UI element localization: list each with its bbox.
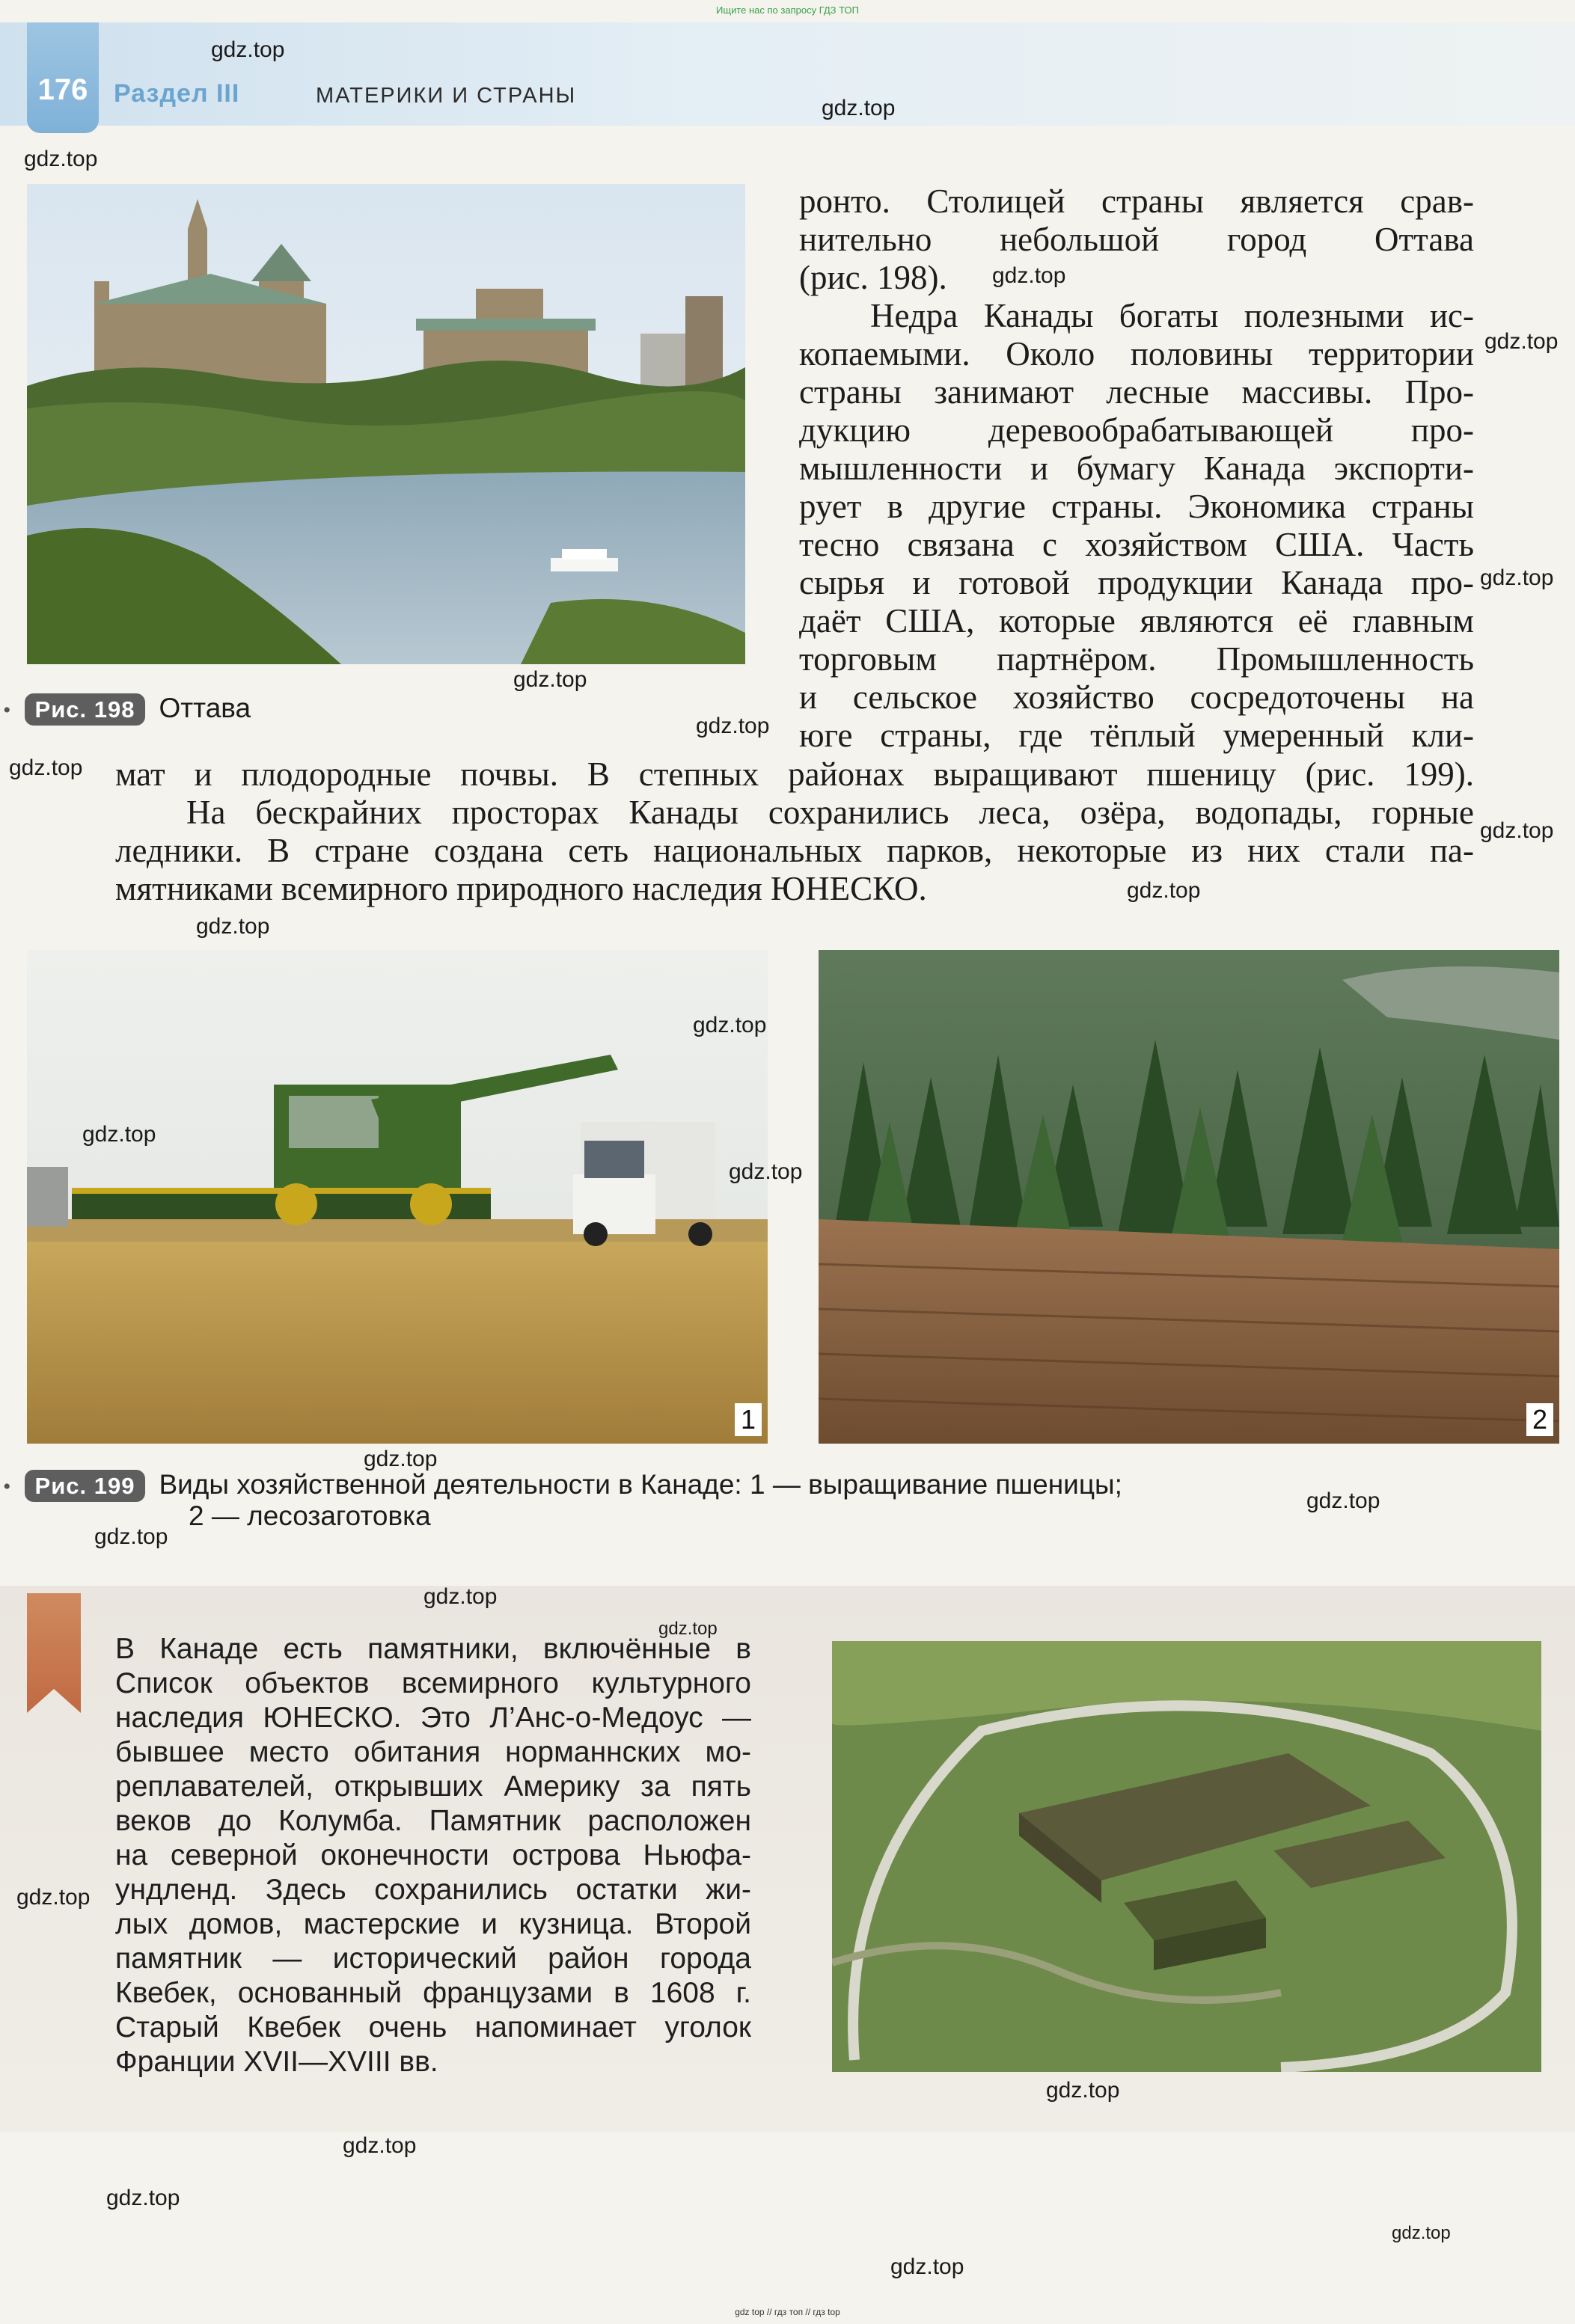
panel-line: на северной оконечности острова Ньюфа-	[115, 1839, 751, 1871]
watermark: gdz.top	[423, 1584, 498, 1609]
fig199-caption	[3, 1469, 1290, 1532]
text-line: дукцию деревообрабатывающей про-	[799, 411, 1474, 449]
fig198-caption	[3, 693, 251, 724]
panel-line: веков до Колумба. Памятник расположен	[115, 1805, 751, 1837]
text-line: копаемыми. Около половины территории	[799, 335, 1474, 372]
watermark: gdz.top	[211, 37, 285, 62]
subject-title: МАТЕРИКИ И СТРАНЫ	[316, 84, 577, 108]
watermark: gdz.top	[82, 1122, 156, 1147]
text-line: страны занимают лесные массивы. Про-	[799, 373, 1474, 411]
watermark: gdz.top	[16, 1885, 91, 1910]
page-number: 176	[37, 73, 88, 106]
panel-line: бывшее место обитания норманнских мо-	[115, 1736, 751, 1768]
text-line: даёт США, которые являются её главным	[799, 602, 1474, 640]
text-line: нительно небольшой город Оттава	[799, 221, 1474, 258]
fig198-label: Рис. 198	[25, 693, 146, 726]
info-panel-text	[115, 1632, 751, 2079]
text-line: мятниками всемирного природного наследия ЮНЕСКО.	[115, 870, 927, 907]
fig198-caption-text: Оттава	[159, 693, 251, 723]
watermark: gdz.top	[1046, 2078, 1120, 2103]
panel-line: ундленд. Здесь сохранились остатки жи-	[115, 1874, 751, 1906]
fig199-caption-line2: 2 — лесозаготовка	[189, 1500, 431, 1531]
panel-line: реплавателей, открывших Америку за пять	[115, 1770, 751, 1803]
text-line: сырья и готовой продукции Канада про-	[799, 564, 1474, 601]
watermark: gdz.top	[106, 2186, 180, 2210]
watermark: gdz.top	[658, 1619, 718, 1639]
panel-line: лых домов, мастерские и кузница. Второй	[115, 1908, 751, 1940]
panel-line: памятник — исторический район города	[115, 1943, 751, 1975]
watermark: gdz.top	[822, 96, 896, 120]
photo1-number: 1	[735, 1403, 762, 1436]
watermark: gdz.top	[513, 667, 587, 692]
watermark: gdz.top	[1480, 818, 1554, 843]
watermark: gdz.top	[1127, 878, 1201, 903]
photo-logging	[819, 950, 1559, 1444]
text-line: ронто. Столицей страны является срав-	[799, 183, 1474, 220]
panel-line: Франции XVII—XVIII вв.	[115, 2046, 438, 2078]
watermark: gdz.top	[343, 2133, 417, 2158]
text-line: торговым партнёром. Промышленность	[799, 640, 1474, 678]
watermark: gdz.top	[890, 2254, 964, 2279]
section-title: Раздел III	[114, 79, 240, 108]
photo-wheat-harvest	[27, 950, 768, 1444]
panel-line: Квебек, основанный французами в 1608 г.	[115, 1977, 751, 2009]
watermark: gdz.top	[992, 263, 1066, 288]
watermark: gdz.top	[696, 714, 770, 738]
panel-line: Список объектов всемирного культурного	[115, 1667, 751, 1699]
caption-bullet: •	[3, 1474, 11, 1499]
watermark: gdz.top	[196, 914, 270, 939]
photo2-number: 2	[1526, 1403, 1553, 1436]
watermark: gdz.top	[693, 1013, 767, 1037]
text-line: Недра Канады богаты полезными ис-	[870, 297, 1474, 334]
watermark: gdz.top	[364, 1447, 438, 1471]
text-full-width	[115, 755, 1474, 908]
watermark: gdz.top	[1392, 2223, 1451, 2243]
top-note: Ищите нас по запросу ГДЗ ТОП	[716, 4, 859, 16]
text-line: и сельское хозяйство сосредоточены на	[799, 678, 1474, 716]
text-column-right	[799, 183, 1474, 755]
text-line: мышленности и бумагу Канада экспорти-	[799, 450, 1474, 487]
watermark: gdz.top	[24, 147, 98, 171]
watermark: gdz.top	[1484, 329, 1559, 354]
panel-line: наследия ЮНЕСКО. Это Л’Анс-о-Медоус —	[115, 1702, 751, 1734]
text-line: ледники. В стране создана сеть национальных парков, некоторые из них стали па-	[115, 832, 1474, 869]
text-line: На бескрайних просторах Канады сохранились леса, озёра, водопады, горные	[186, 794, 1474, 831]
text-line: тесно связана с хозяйством США. Часть	[799, 526, 1474, 563]
fig199-label: Рис. 199	[25, 1470, 146, 1502]
text-line: (рис. 198).	[799, 259, 947, 296]
photo-ottawa	[27, 184, 745, 664]
photo-lanse-aux-meadows	[832, 1641, 1541, 2072]
fig199-caption-line1: Виды хозяйственной деятельности в Канаде: 1 — выращивание пшеницы;	[159, 1469, 1122, 1500]
bottom-note: gdz top // гдз топ // гдз top	[735, 2307, 840, 2317]
text-line: мат и плодородные почвы. В степных районах выращивают пшеницу (рис. 199).	[115, 755, 1474, 793]
caption-bullet: •	[3, 698, 11, 723]
text-line: рует в другие страны. Экономика страны	[799, 488, 1474, 525]
text-line: юге страны, где тёплый умеренный кли-	[799, 717, 1474, 754]
panel-line: Старый Квебек очень напоминает уголок	[115, 2011, 751, 2044]
watermark: gdz.top	[1306, 1488, 1380, 1513]
watermark: gdz.top	[9, 755, 83, 780]
watermark: gdz.top	[729, 1159, 803, 1184]
panel-line: В Канаде есть памятники, включённые в	[115, 1633, 751, 1665]
watermark: gdz.top	[1480, 565, 1554, 590]
watermark: gdz.top	[94, 1524, 168, 1549]
